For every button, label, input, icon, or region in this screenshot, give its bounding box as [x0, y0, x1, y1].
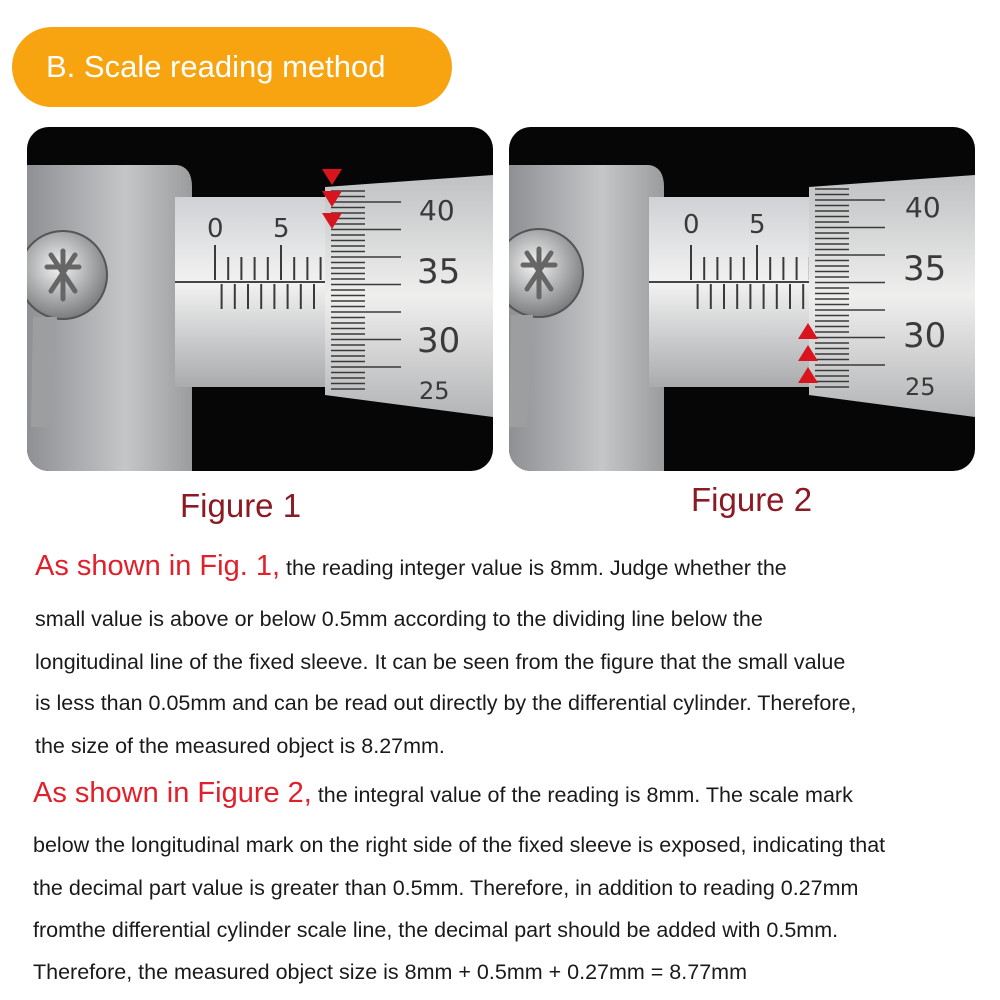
figure-1-photo: [27, 127, 493, 471]
thimble-label-35: 35: [417, 252, 461, 292]
sleeve-label-zero: 0: [683, 210, 700, 240]
paragraph-1-line-5: the size of the measured object is 8.27mm.: [35, 734, 445, 758]
figure-2-photo: [509, 127, 975, 471]
paragraph-1-line-3: longitudinal line of the fixed sleeve. It can be seen from the figure that the small value: [35, 650, 846, 674]
paragraph-2-line-1: [33, 777, 853, 810]
paragraph-1-line-2: small value is above or below 0.5mm according to the dividing line below the: [35, 607, 763, 631]
paragraph-2-line-5: Therefore, the measured object size is 8mm + 0.5mm + 0.27mm = 8.77mm: [33, 960, 747, 984]
micrometer-illustration-2: [509, 127, 975, 471]
paragraph-1-line-4: is less than 0.05mm and can be read out directly by the differential cylinder. Therefore,: [35, 691, 857, 715]
paragraph-1-lead: As shown in Fig. 1,: [35, 550, 280, 582]
paragraph-2-lead: As shown in Figure 2,: [33, 777, 312, 809]
thimble-label-30: 30: [903, 316, 947, 356]
paragraph-2-text: the integral value of the reading is 8mm. The scale mark: [311, 783, 853, 807]
thimble-label-40: 40: [419, 194, 455, 227]
paragraph-1-line-1: [35, 550, 787, 583]
thimble-label-35: 35: [903, 249, 947, 289]
paragraph-2-line-3: the decimal part value is greater than 0.5mm. Therefore, in addition to reading 0.27mm: [33, 876, 859, 900]
paragraph-1-text: the reading integer value is 8mm. Judge whether the: [280, 556, 787, 580]
thimble-label-25: 25: [419, 377, 450, 405]
sleeve-label-zero: 0: [207, 214, 224, 244]
figure-2-caption: Figure 2: [691, 481, 813, 518]
thimble-label-25: 25: [905, 373, 936, 401]
section-title: B. Scale reading method: [46, 49, 386, 84]
micrometer-illustration-1: [27, 127, 493, 471]
section-title-badge: [12, 27, 452, 107]
figure-1-caption: Figure 1: [180, 487, 302, 524]
sleeve-label-five: 5: [749, 210, 766, 240]
sleeve-label-five: 5: [273, 214, 290, 244]
paragraph-2-line-2: below the longitudinal mark on the right side of the fixed sleeve is exposed, indicating that: [33, 833, 886, 857]
thimble-label-40: 40: [905, 191, 941, 224]
thimble-label-30: 30: [417, 321, 461, 361]
paragraph-2-line-4: fromthe differential cylinder scale line, the decimal part should be added with 0.5mm.: [33, 918, 839, 942]
